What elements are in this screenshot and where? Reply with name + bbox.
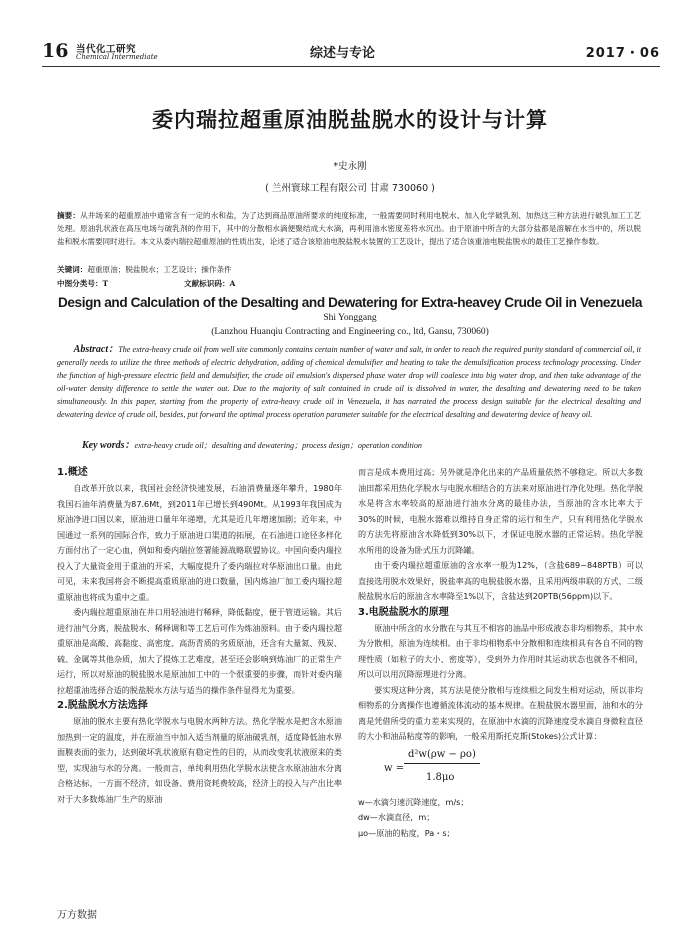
classification-code: 中图分类号：T bbox=[57, 279, 109, 288]
keywords-en-text: extra-heavy crude oil；desalting and dewatering；process design；operation condition bbox=[134, 441, 422, 450]
abstract-en bbox=[57, 343, 641, 421]
formula-lhs: w = bbox=[384, 762, 405, 774]
body-column-right bbox=[358, 465, 643, 841]
abstract-en-text: The extra-heavy crude oil from well site commonly contains certain number of water and salt, in order to reach the required purity standard of commercial oil, it generally needs to utilize the three methods of electric dehydration, adding of chemical demulsifier and heating to take the demulsification process technology processing. Under the function of high-pressure electric field and demulsifier, the crude oil emulsion's dispersed phase water drop will coalesce into big water drop, and then take advantage of the oil-water density difference to settle the water out. Due to the majority of salt contained in crude oil is dissolved in water, the desalting and dewatering need to be taken simultaneously. In this paper, starting from the property of extra-heavy crude oil in Venezuela, it has narrated the process design suitable for the electrical desalting and dewatering device of crude oil, besides, put forward the optimal process operation parameter suitable for the electrical desalting and dewatering device of heavy oil. bbox=[57, 345, 642, 419]
issue-number: 2017・06 bbox=[585, 46, 660, 61]
document-code: 文献标识码：A bbox=[184, 279, 236, 288]
affiliation: ( 兰州寰球工程有限公司 甘肃 730060 ) bbox=[265, 183, 435, 194]
abstract-text: 从井场来的超重原油中通常含有一定的水和盐，为了达到商品原油所要求的纯度标准，一般需要同时利用电脱水、加入化学破乳剂、加热这三种方法进行破乳加工工艺处理。原油乳状液在高压电场与破乳剂的作用下，其中的分散相水滴便聚结成大水滴，再利用油水密度差将水沉出。由于原油中所含的大部分盐都是溶解在水当中的，所以脱盐和脱水需要同时进行。本文从委内瑞拉超重原油的性质出发，论述了适合该原油电脱盐脱水装置的工艺设计，提出了适合该重油电脱盐脱水的最佳工艺操作参数。 bbox=[57, 211, 641, 246]
author: *史永刚 bbox=[333, 161, 367, 172]
abstract-cn bbox=[57, 209, 641, 248]
keywords-en-label: Key words： bbox=[82, 440, 135, 451]
footer-watermark: 万方数据 bbox=[57, 910, 97, 921]
classification-line bbox=[57, 278, 236, 289]
paragraph: 由于委内瑞拉超重原油的含水率一般为12%，（含盐689~848PTB）可以直接选用脱水效果好，脱盐率高的电脱盐脱水器，且采用两级串联的方式，二级脱盐脱水后的原油含水率降至1%以下，含盐达到20PTB(56ppm)以下。 bbox=[358, 560, 643, 601]
variable-definition: dw—水滴直径，m； bbox=[358, 812, 435, 822]
page-number: 16 bbox=[42, 40, 69, 62]
paragraph: 原油中所含的水分散在与其互不相容的油品中形成液态非均相物系，其中水为分散相，原油为连续相。由于非均相物系中分散相和连续相具有各自不同的物理性质（如粒子的大小、密度等），受到外力作用时其运动状态也就各不相同，所以可以用沉降原理进行分离。 bbox=[358, 622, 643, 679]
body-column-left bbox=[57, 465, 342, 807]
paragraph: 原油的脱水主要有热化学脱水与电脱水两种方法。热化学脱水是把含水原油加热到一定的温度，并在原油当中加入适当剂量的原油破乳剂，适度降低油水界面膜表面的张力，达到破坏乳状液原有稳定性的目的，从而改变乳状液原来的类型，实现油与水的分离。一般而言，单纯利用热化学脱水法使含水原油油水分离合格达标，一方面不经济，如设备、费用资耗费较高，经济上的投入与产出比率对于大多数炼油厂生产的原油 bbox=[57, 716, 342, 804]
variable-definition: w—水滴匀速沉降速度，m/s； bbox=[358, 796, 469, 807]
formula-denominator: 1.8μo bbox=[426, 771, 455, 783]
section-name: 综述与专论 bbox=[310, 46, 376, 61]
stokes-formula bbox=[380, 745, 643, 795]
journal-name-en: Chemical Intermediate bbox=[76, 53, 158, 61]
abstract-label: 摘要： bbox=[57, 211, 81, 220]
journal-name-cn: 当代化工研究 bbox=[76, 44, 137, 55]
english-author: Shi Yonggang bbox=[323, 313, 377, 323]
paragraph: 自改革开放以来，我国社会经济快速发展，石油消费量逐年攀升，1980年我国石油年消费量为87.6Mt，到2011年已增长到490Mt。从1993年我国成为原油净进口国以来，原油进口量年年递增，尤其是近几年增速加剧；近年来，中国通过一系列的国际合作，致力于原油进口渠道的拓展，在石油进口途径多样化方面付出了一定心血，例如和委内瑞拉签署能源战略联盟协议。中国向委内瑞拉投入了大量资金用于重油的开采，大幅度提升了委内瑞拉对华原油出口量。由此可见，未来我国将会不断提高重质原油的进口数量，国内炼油厂加工委内瑞拉超重原油也将成为重中之重。 bbox=[57, 483, 342, 602]
article-title: 委内瑞拉超重原油脱盐脱水的设计与计算 bbox=[152, 108, 548, 132]
keywords-cn bbox=[57, 264, 232, 275]
section-3-heading: 3.电脱盐脱水的原理 bbox=[358, 606, 449, 618]
paragraph: 委内瑞拉超重原油在井口用轻油进行稀释，降低黏度，便于管道运输。其后进行油气分离，脱盐脱水、稀释调和等工艺后可作为炼油原料。由于委内瑞拉超重原油是高酸、高黏度、高密度、高沥青质的劣质原油，还含有大量氮、残炭、硫、金属等其他杂质，加大了提炼工艺难度，甚至还会影响到炼油厂的正常生产运行，所以对原油的脱盐脱水是原油加工中的一个很重要的步骤，而针对委内瑞拉超重油选择合适的脱盐脱水方法与适当的操作条件显得尤为重要。 bbox=[57, 607, 342, 695]
paragraph: 而言是成本费用过高；另外就是净化出来的产品质量依然不够稳定。所以大多数油田都采用热化学脱水与电脱水相结合的方法来对原油进行净化处理。热化学脱水是将含水率较高的原油进行油水分离的最佳办法，当原油的含水比率大于30%的时候，电脱水器难以维持自身正常的运行和生产，只有利用热化学脱水的方法先将原油含水降低到30%以下，才保证电脱水器的正常运转。热化学脱水所用的设备为卧式压力沉降罐。 bbox=[358, 467, 643, 555]
english-title: Design and Calculation of the Desalting and Dewatering for Extra-heavey Crude Oil in Venezuela bbox=[57, 295, 643, 310]
header-rule bbox=[42, 66, 660, 67]
abstract-en-label: Abstract： bbox=[73, 344, 119, 355]
keywords-en bbox=[82, 436, 422, 451]
variable-definition: μo—原油的粘度，Pa・s； bbox=[358, 827, 455, 838]
section-1-heading: 1.概述 bbox=[57, 467, 88, 478]
formula-numerator: d²w(ρw − ρo) bbox=[404, 747, 480, 765]
keywords-text: 超重原油；脱盐脱水；工艺设计；操作条件 bbox=[87, 265, 232, 274]
english-affiliation: (Lanzhou Huanqiu Contracting and Engineering co., ltd, Gansu, 730060) bbox=[211, 327, 489, 337]
keywords-label: 关键词： bbox=[57, 265, 88, 274]
section-2-heading: 2.脱盐脱水方法选择 bbox=[57, 700, 148, 711]
paragraph: 要实现这种分离，其方法是使分散相与连续相之间发生相对运动，所以非均相物系的分离操作也遵循流体流动的基本规律。在脱盐脱水器里面，油和水的分离是凭借所受的重力差来实现的，在原油中水滴的沉降速度受水滴自身微粒直径的大小和油品粘度等的影响，一般采用斯托克斯(Stokes)公式计算： bbox=[358, 684, 643, 741]
